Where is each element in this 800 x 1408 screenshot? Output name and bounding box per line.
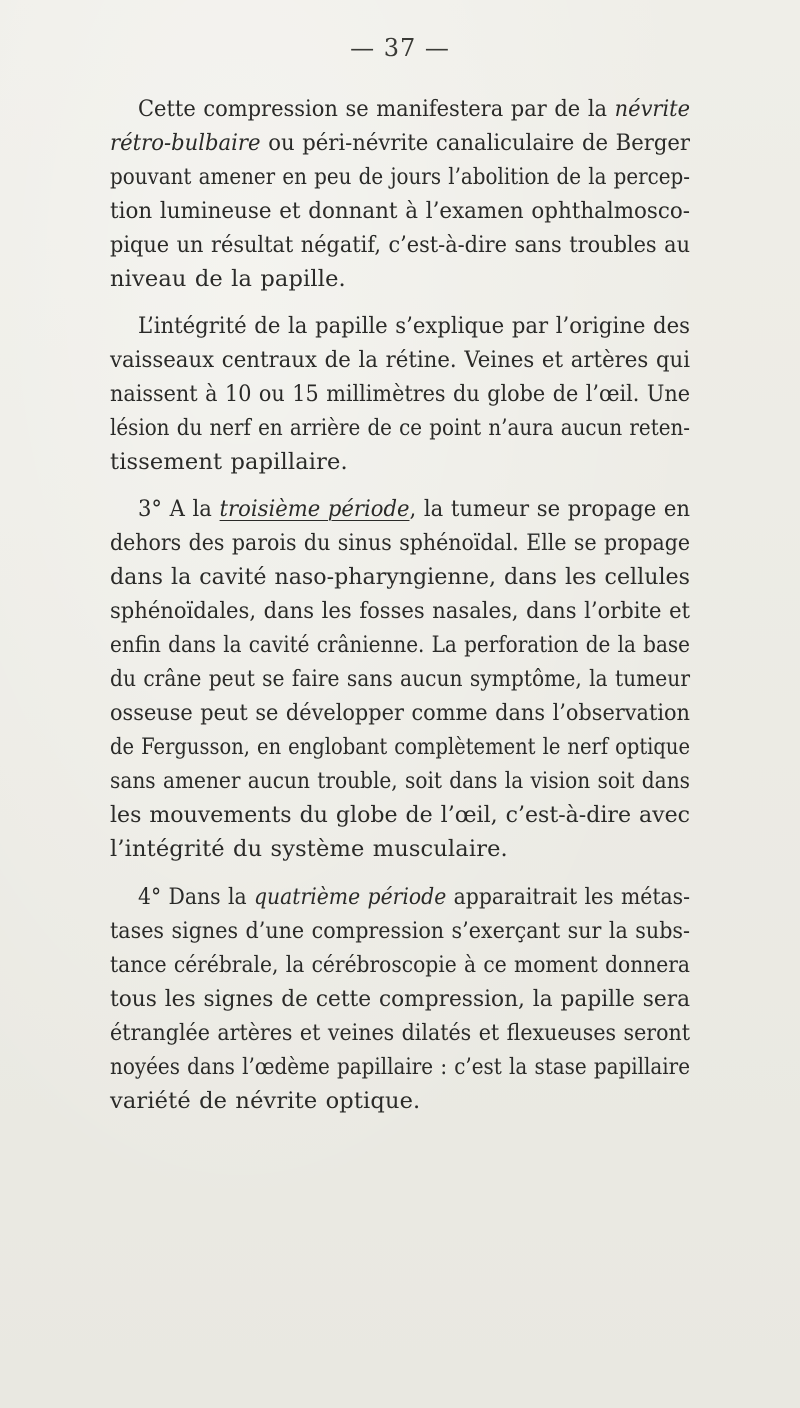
text-line: [110, 696, 690, 730]
text-run: , la tumeur se propage en: [409, 496, 690, 522]
text-line: [110, 560, 690, 594]
text-run: noyées dans l’œdème papillaire : c’est la stase papillaire: [110, 1054, 690, 1080]
text-run: lésion du nerf en arrière de ce point n’aura aucun reten-: [110, 415, 690, 441]
page-number: — 37 —: [350, 34, 450, 62]
text-run: étranglée artères et veines dilatés et flexueuses seront: [110, 1020, 690, 1046]
text-run: sans amener aucun trouble, soit dans la vision soit dans: [110, 768, 690, 794]
text-line: [110, 126, 690, 160]
text-run: vaisseaux centraux de la rétine. Veines et artères qui: [110, 347, 690, 373]
text-line: [138, 309, 690, 343]
text-run: pique un résultat négatif, c’est-à-dire sans troubles au: [110, 232, 690, 258]
italic-text-run: névrite: [614, 96, 690, 122]
text-line: [110, 194, 690, 228]
text-line: [110, 411, 690, 445]
text-run: dans la cavité naso-pharyngienne, dans les cellules: [110, 564, 690, 590]
text-line: [110, 914, 690, 948]
text-line: [110, 948, 690, 982]
text-run: tissement papillaire.: [110, 449, 348, 475]
text-line: [138, 492, 690, 526]
text-run: naissent à 10 ou 15 millimètres du globe de l’œil. Une: [110, 381, 690, 407]
text-line: [110, 730, 690, 764]
text-run: 4° Dans la: [138, 884, 254, 910]
text-run: l’intégrité du système musculaire.: [110, 836, 508, 862]
text-line: [110, 228, 690, 262]
italic-text-run: troisième période: [219, 496, 410, 522]
text-run: tous les signes de cette compression, la papille sera: [110, 986, 690, 1012]
text-line: [110, 1084, 420, 1118]
text-run: tion lumineuse et donnant à l’examen ophthalmosco-: [110, 198, 690, 224]
text-run: dehors des parois du sinus sphénoïdal. Elle se propage: [110, 530, 690, 556]
text-run: pouvant amener en peu de jours l’abolition de la percep-: [110, 164, 690, 190]
text-line: [110, 1016, 690, 1050]
text-run: sphénoïdales, dans les fosses nasales, dans l’orbite et: [110, 598, 690, 624]
text-line: [138, 880, 690, 914]
text-line: [138, 92, 690, 126]
italic-text-run: rétro-bulbaire: [110, 130, 261, 156]
text-line: [110, 594, 690, 628]
text-run: du crâne peut se faire sans aucun symptôme, la tumeur: [110, 666, 690, 692]
text-line: [110, 343, 690, 377]
text-line: [110, 832, 508, 866]
text-run: niveau de la papille.: [110, 266, 346, 292]
text-line: [110, 1050, 690, 1084]
text-line: [110, 262, 346, 296]
text-line: [110, 526, 690, 560]
text-line: [110, 445, 348, 479]
text-line: [110, 377, 690, 411]
text-run: osseuse peut se développer comme dans l’observation: [110, 700, 690, 726]
text-line: [110, 662, 690, 696]
text-line: [110, 160, 690, 194]
text-line: [110, 628, 690, 662]
text-line: [110, 798, 690, 832]
text-run: ou péri-névrite canaliculaire de Berger: [260, 130, 690, 156]
text-run: L’intégrité de la papille s’explique par l’origine des: [138, 313, 690, 339]
text-run: apparaitrait les métas-: [446, 884, 690, 910]
text-run: les mouvements du globe de l’œil, c’est-à-dire avec: [110, 802, 690, 828]
text-run: tance cérébrale, la cérébroscopie à ce moment donnera: [110, 952, 690, 978]
text-line: [110, 764, 690, 798]
italic-text-run: quatrième période: [253, 884, 447, 910]
text-line: [110, 982, 690, 1016]
text-run: 3° A la: [138, 496, 220, 522]
text-run: variété de névrite optique.: [110, 1088, 421, 1114]
text-run: enfin dans la cavité crânienne. La perforation de la base: [110, 632, 690, 658]
text-run: Cette compression se manifestera par de la: [138, 96, 615, 122]
text-run: de Fergusson, en englobant complètement le nerf optique: [110, 734, 690, 760]
text-run: tases signes d’une compression s’exerçant sur la subs-: [110, 918, 690, 944]
